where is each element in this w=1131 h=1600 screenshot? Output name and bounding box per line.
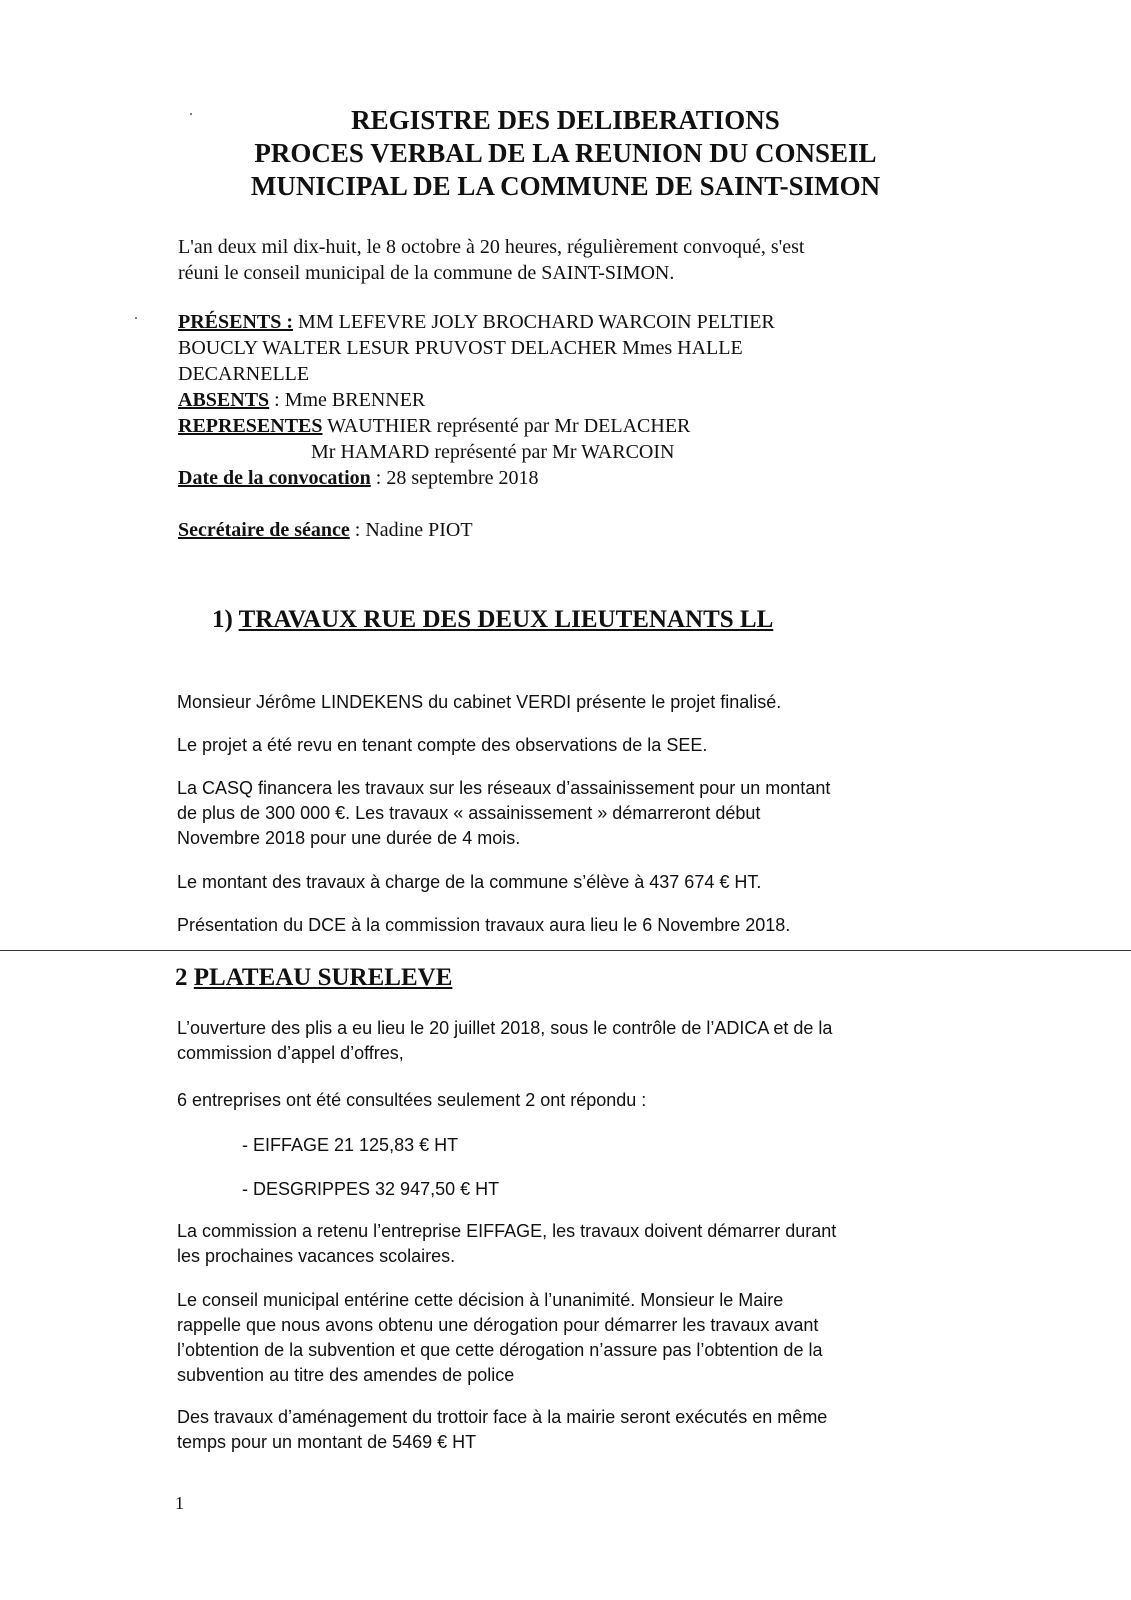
section-1-paragraph-5: Présentation du DCE à la commission travaux aura lieu le 6 Novembre 2018.	[177, 915, 791, 935]
representes-line-1	[178, 413, 775, 439]
section-1-p3-line-3: Novembre 2018 pour une durée de 4 mois.	[177, 828, 521, 848]
section-1-paragraph-1: Monsieur Jérôme LINDEKENS du cabinet VERDI présente le projet finalisé.	[177, 692, 782, 712]
presents-line-2: BOUCLY WALTER LESUR PRUVOST DELACHER Mmes HALLE	[178, 337, 743, 359]
title-line-1: REGISTRE DES DELIBERATIONS	[351, 105, 780, 135]
section-1-p3-line-2: de plus de 300 000 €. Les travaux « assainissement » démarreront début	[177, 803, 761, 823]
section-1-paragraph-3	[177, 776, 830, 851]
section-1-paragraph-4: Le montant des travaux à charge de la commune s’élève à 437 674 € HT.	[177, 872, 762, 892]
section-2-paragraph-2: 6 entreprises ont été consultées seulement 2 ont répondu :	[177, 1090, 647, 1110]
attendance-block	[178, 309, 775, 491]
intro-paragraph	[178, 234, 804, 286]
section-2-p3-line-1: La commission a retenu l’entreprise EIFFAGE, les travaux doivent démarrer durant	[177, 1221, 837, 1241]
section-2-p4-line-4: subvention au titre des amendes de police	[177, 1365, 515, 1385]
section-2-p1-line-2: commission d’appel d’offres,	[177, 1043, 404, 1063]
section-1-heading	[212, 606, 773, 634]
secretaire-value: : Nadine PIOT	[349, 519, 473, 541]
presents-line-3: DECARNELLE	[178, 363, 310, 385]
representes-value-1: WAUTHIER représenté par Mr DELACHER	[322, 415, 691, 437]
section-2-heading	[175, 964, 452, 992]
section-2-paragraph-5	[177, 1405, 827, 1455]
secretaire-label: Secrétaire de séance	[178, 519, 350, 541]
scan-speck	[135, 317, 137, 319]
absents-label: ABSENTS	[178, 389, 270, 411]
presents-label: PRÉSENTS :	[178, 311, 294, 333]
section-2-p5-line-2: temps pour un montant de 5469 € HT	[177, 1432, 477, 1452]
absents-value: : Mme BRENNER	[269, 389, 426, 411]
convocation-value: : 28 septembre 2018	[370, 467, 539, 489]
section-2-p5-line-1: Des travaux d’aménagement du trottoir face à la mairie seront exécutés en même	[177, 1407, 828, 1427]
absents-line	[178, 387, 775, 413]
section-2-p3-line-2: les prochaines vacances scolaires.	[177, 1246, 456, 1266]
convocation-line	[178, 465, 775, 491]
section-1-title: TRAVAUX RUE DES DEUX LIEUTENANTS LL	[238, 606, 774, 633]
title-line-2: PROCES VERBAL DE LA REUNION DU CONSEIL	[254, 138, 877, 168]
section-2-paragraph-3	[177, 1219, 836, 1269]
section-1-number: 1)	[212, 606, 239, 633]
section-2-p1-line-1: L’ouverture des plis a eu lieu le 20 juillet 2018, sous le contrôle de l’ADICA et de la	[177, 1018, 833, 1038]
section-1-p3-line-1: La CASQ financera les travaux sur les réseaux d’assainissement pour un montant	[177, 778, 831, 798]
section-2-title: PLATEAU SURELEVE	[193, 964, 453, 991]
representes-label: REPRESENTES	[178, 415, 323, 437]
presents-value-1: MM LEFEVRE JOLY BROCHARD WARCOIN PELTIER	[293, 311, 775, 333]
page-divider	[0, 950, 1131, 951]
representes-line-2: Mr HAMARD représenté par Mr WARCOIN	[311, 441, 675, 463]
intro-line-2: réuni le conseil municipal de la commune de SAINT-SIMON.	[178, 262, 675, 284]
section-1-paragraph-2: Le projet a été revu en tenant compte des observations de la SEE.	[177, 735, 708, 755]
intro-line-1: L'an deux mil dix-huit, le 8 octobre à 20 heures, régulièrement convoqué, s'est	[178, 236, 805, 258]
section-2-p4-line-3: l’obtention de la subvention et que cette dérogation n’assure pas l’obtention de la	[177, 1340, 823, 1360]
bid-item-2: - DESGRIPPES 32 947,50 € HT	[242, 1179, 500, 1199]
title-line-3: MUNICIPAL DE LA COMMUNE DE SAINT-SIMON	[250, 171, 881, 201]
document-title	[0, 104, 1131, 203]
section-2-p4-line-2: rappelle que nous avons obtenu une dérogation pour démarrer les travaux avant	[177, 1315, 819, 1335]
section-2-paragraph-4	[177, 1288, 822, 1388]
convocation-label: Date de la convocation	[178, 467, 371, 489]
bid-item-1: - EIFFAGE 21 125,83 € HT	[242, 1135, 459, 1155]
presents-line-1	[178, 309, 775, 335]
section-2-p4-line-1: Le conseil municipal entérine cette décision à l’unanimité. Monsieur le Maire	[177, 1290, 784, 1310]
section-2-paragraph-1	[177, 1016, 832, 1066]
section-2-number: 2	[175, 964, 194, 991]
secretaire-line	[178, 517, 473, 543]
page-number: 1	[175, 1493, 184, 1513]
